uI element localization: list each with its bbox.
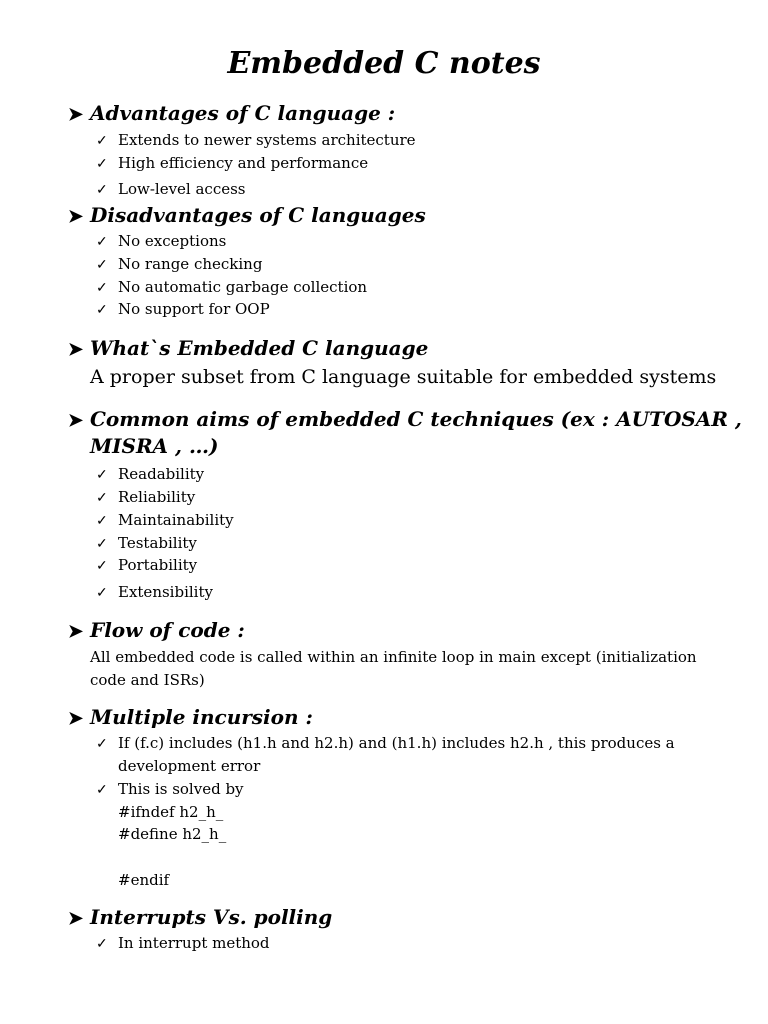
heading-text: Disadvantages of C languages <box>90 203 426 227</box>
section-body: All embedded code is called within an infinite loop in main except (initialization <box>90 648 697 666</box>
list-item: ✓ Extends to newer systems architecture <box>96 131 416 149</box>
heading-text: Advantages of C language : <box>90 101 396 125</box>
heading-text: What`s Embedded C language <box>90 336 429 360</box>
checkmark-icon: ✓ <box>96 156 108 172</box>
list-item: ✓ No exceptions <box>96 232 227 250</box>
code-line: #define h2_h_ <box>118 825 227 843</box>
heading-text: Flow of code : <box>90 618 245 642</box>
list-item: ✓ Low-level access <box>96 180 246 198</box>
arrow-bullet-icon: ➤ <box>68 908 84 929</box>
arrow-bullet-icon: ➤ <box>68 621 84 642</box>
checkmark-icon: ✓ <box>96 585 108 601</box>
arrow-bullet-icon: ➤ <box>68 104 84 125</box>
list-item: ✓ Reliability <box>96 488 196 506</box>
checkmark-icon: ✓ <box>96 513 108 529</box>
checkmark-icon: ✓ <box>96 736 108 752</box>
list-item: ✓ Maintainability <box>96 511 234 529</box>
heading-text: Interrupts Vs. polling <box>90 905 333 929</box>
arrow-bullet-icon: ➤ <box>68 410 84 431</box>
section-heading-disadvantages <box>68 201 426 231</box>
checkmark-icon: ✓ <box>96 467 108 483</box>
list-item: ✓ Portability <box>96 556 198 574</box>
checkmark-icon: ✓ <box>96 558 108 574</box>
section-heading-common-aims <box>68 405 742 435</box>
list-item-continued: development error <box>118 757 261 775</box>
heading-text: Common aims of embedded C techniques (ex : AUTOSAR , <box>90 407 742 431</box>
section-body: A proper subset from C language suitable for embedded systems <box>90 366 717 388</box>
list-item: ✓ High efficiency and performance <box>96 154 369 172</box>
page-title: Embedded C notes <box>227 46 541 81</box>
heading-text-continued: MISRA , …) <box>90 434 219 458</box>
section-heading-interrupts-vs-polling <box>68 903 332 933</box>
checkmark-icon: ✓ <box>96 182 108 198</box>
list-item: ✓ Testability <box>96 534 197 552</box>
list-item: ✓ Readability <box>96 465 205 483</box>
list-item: ✓ If (f.c) includes (h1.h and h2.h) and (h1.h) includes h2.h , this produces a <box>96 734 675 752</box>
checkmark-icon: ✓ <box>96 133 108 149</box>
list-item: ✓ This is solved by <box>96 780 244 798</box>
list-item: ✓ Extensibility <box>96 583 213 601</box>
section-heading-flow-of-code <box>68 616 245 646</box>
list-item: ✓ No support for OOP <box>96 300 270 318</box>
list-item: ✓ No automatic garbage collection <box>96 278 368 296</box>
code-line: #endif <box>118 871 170 889</box>
section-heading-whats-embedded-c <box>68 334 428 364</box>
section-heading-advantages <box>68 99 395 129</box>
list-item: ✓ No range checking <box>96 255 263 273</box>
checkmark-icon: ✓ <box>96 782 108 798</box>
checkmark-icon: ✓ <box>96 490 108 506</box>
section-body: code and ISRs) <box>90 671 205 689</box>
arrow-bullet-icon: ➤ <box>68 708 84 729</box>
code-line: #ifndef h2_h_ <box>118 803 224 821</box>
list-item: ✓ In interrupt method <box>96 934 270 952</box>
section-heading-multiple-incursion <box>68 703 313 733</box>
heading-text: Multiple incursion : <box>90 705 313 729</box>
checkmark-icon: ✓ <box>96 257 108 273</box>
checkmark-icon: ✓ <box>96 536 108 552</box>
checkmark-icon: ✓ <box>96 234 108 250</box>
arrow-bullet-icon: ➤ <box>68 339 84 360</box>
checkmark-icon: ✓ <box>96 302 108 318</box>
checkmark-icon: ✓ <box>96 280 108 296</box>
checkmark-icon: ✓ <box>96 936 108 952</box>
arrow-bullet-icon: ➤ <box>68 206 84 227</box>
